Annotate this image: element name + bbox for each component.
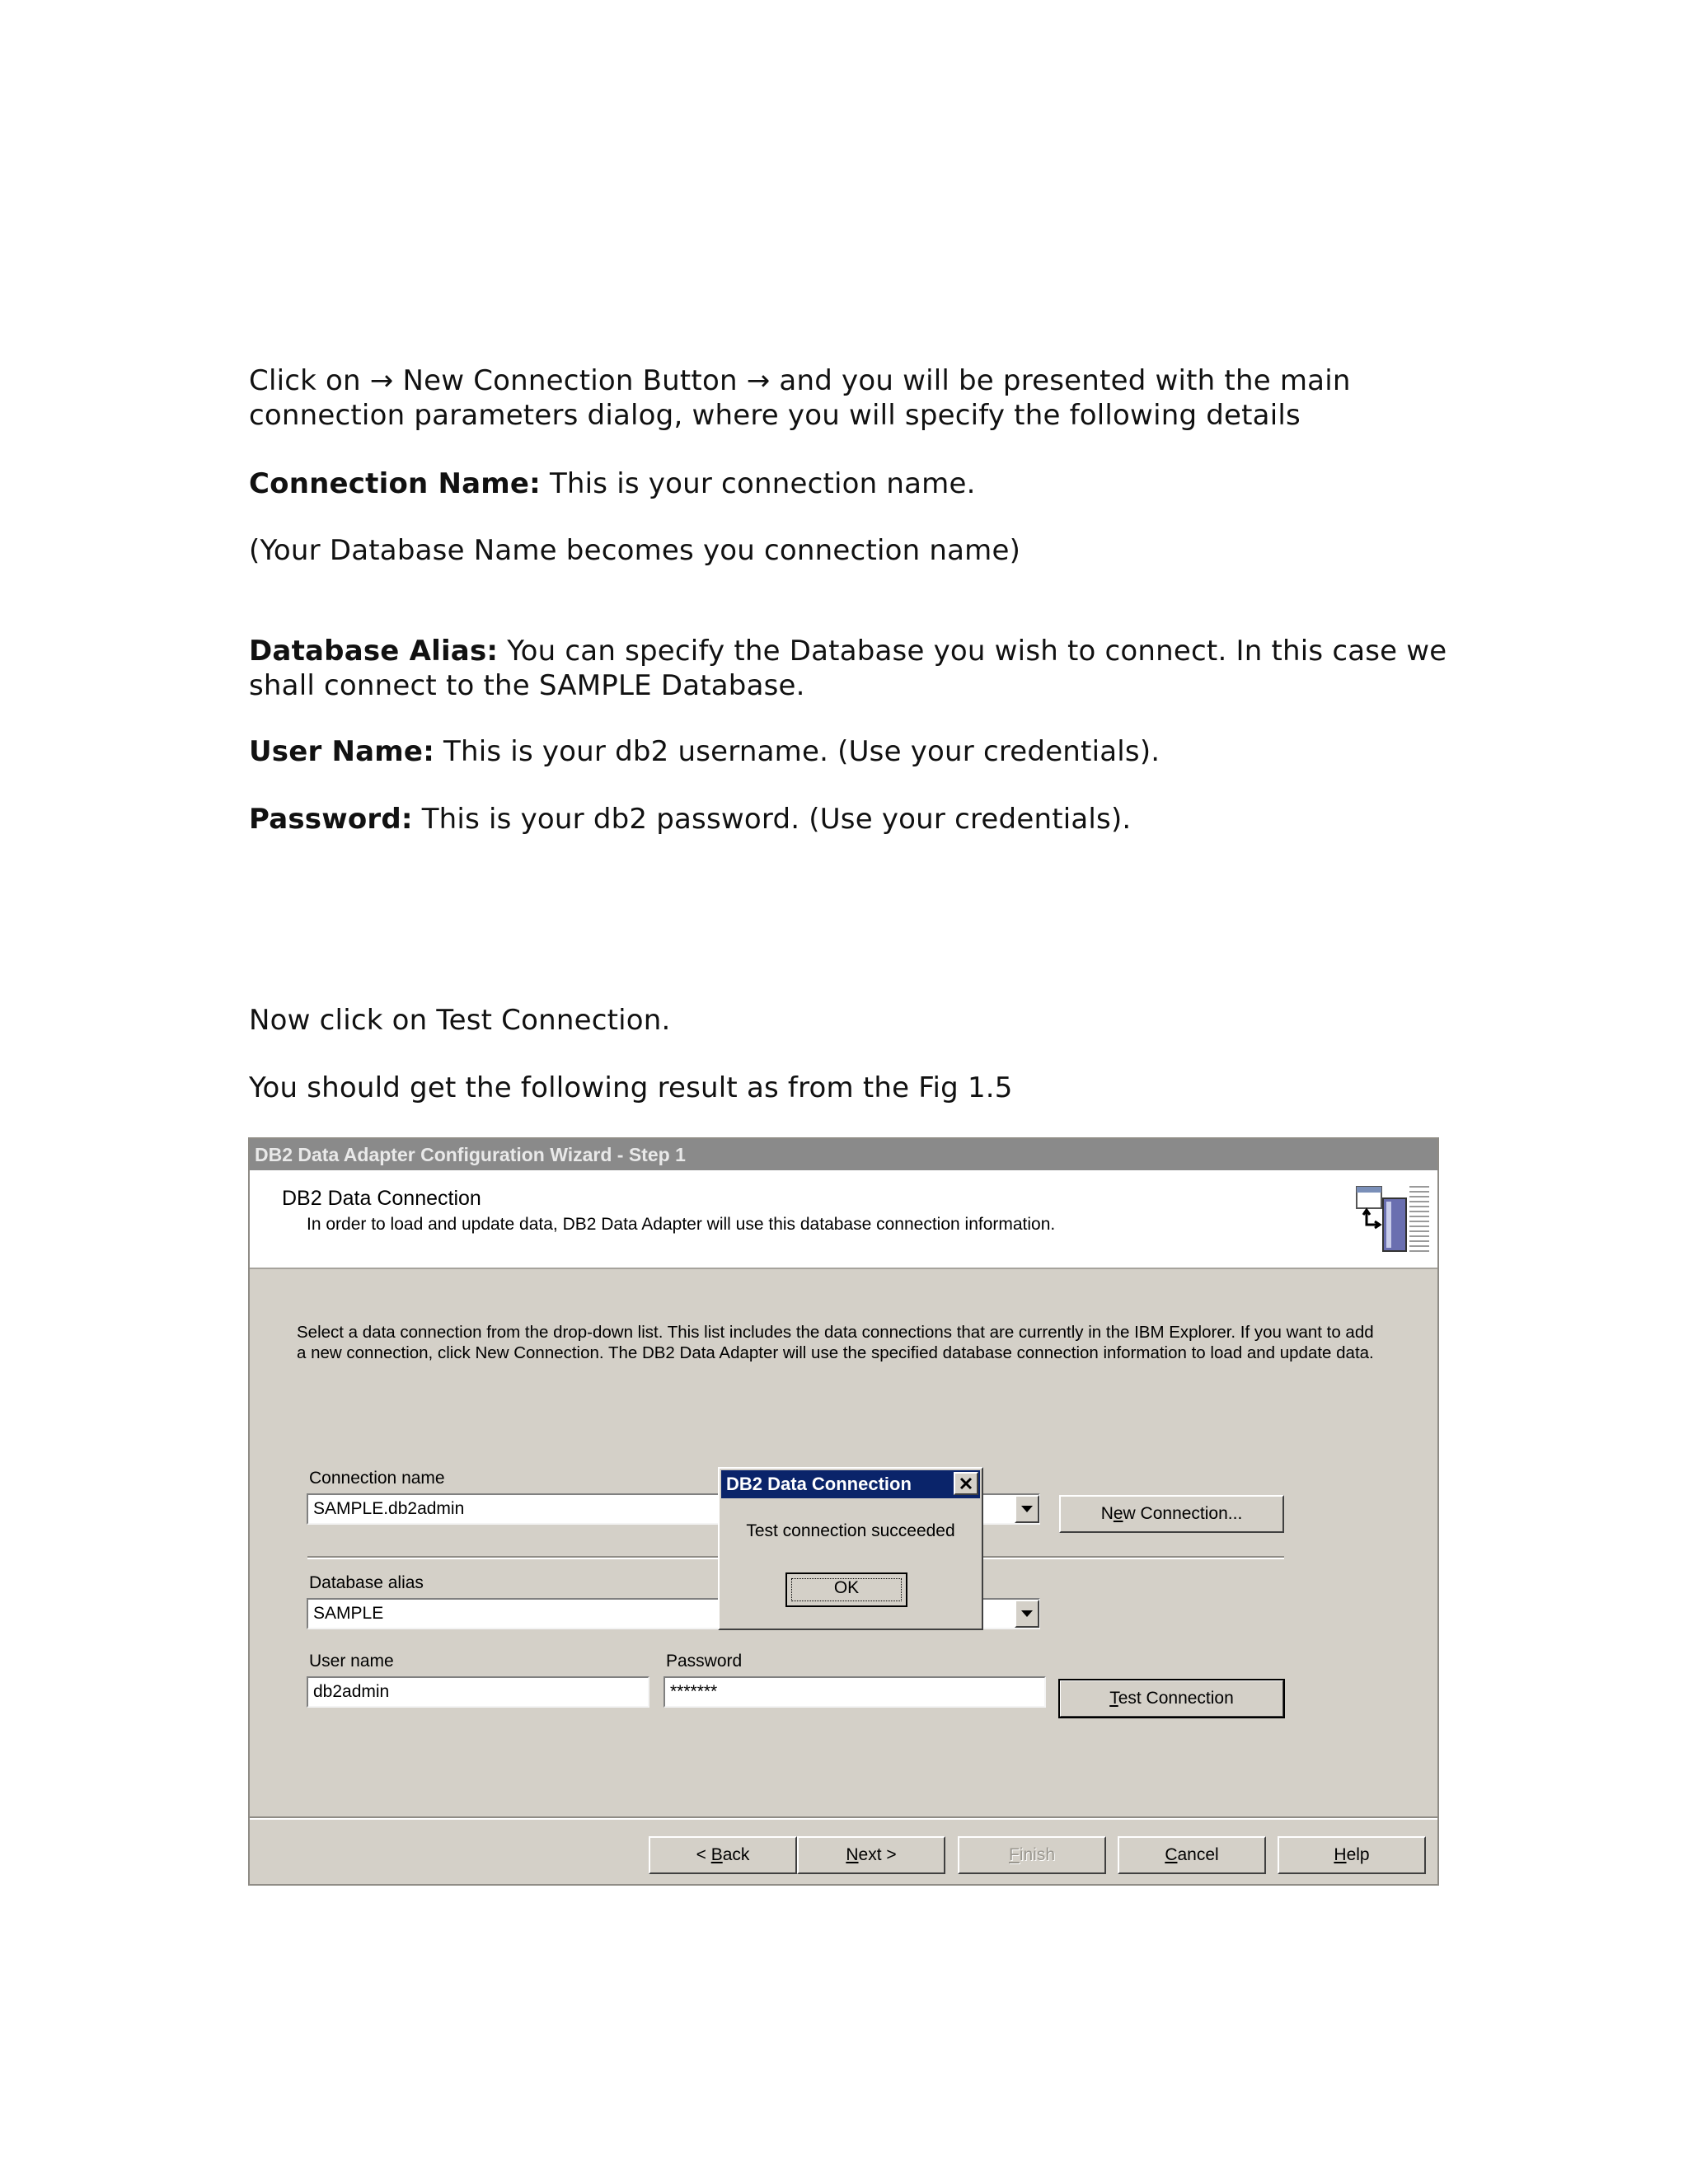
back-button[interactable]: < Back <box>649 1836 797 1874</box>
new-connection-button[interactable]: New Connection... <box>1059 1495 1284 1533</box>
result-instruction: You should get the following result as from the Fig 1.5 <box>249 1071 1013 1104</box>
message-box-title: DB2 Data Connection <box>721 1470 980 1498</box>
database-alias-combo[interactable]: SAMPLE <box>307 1598 1040 1629</box>
wizard-header-subtitle: In order to load and update data, DB2 Data Adapter will use this database connection information. <box>307 1215 1056 1234</box>
user-name-text: This is your db2 username. (Use your credentials). <box>434 735 1160 768</box>
wizard-header <box>250 1170 1437 1269</box>
connection-name-label: Connection name <box>309 1469 445 1488</box>
user-name-term: User Name: <box>249 735 434 768</box>
password-term: Password: <box>249 803 413 836</box>
ok-button-label: OK <box>833 1578 860 1597</box>
wizard-header-title: DB2 Data Connection <box>282 1187 481 1210</box>
database-alias-paragraph <box>249 634 1447 668</box>
database-connection-icon <box>1355 1182 1431 1258</box>
connection-name-combo[interactable]: SAMPLE.db2admin <box>307 1493 1040 1525</box>
close-icon <box>955 1474 977 1493</box>
database-alias-line-2: shall connect to the SAMPLE Database. <box>249 669 805 702</box>
ok-button[interactable] <box>785 1572 907 1607</box>
connection-name-text: This is your connection name. <box>540 467 976 500</box>
chevron-down-icon <box>1021 1506 1033 1512</box>
password-field[interactable]: ******* <box>663 1676 1046 1708</box>
database-alias-text: You can specify the Database you wish to connect. In this case we <box>498 635 1447 668</box>
wizard-title-bar: DB2 Data Adapter Configuration Wizard - Step 1 <box>250 1139 1437 1170</box>
intro-line-1: Click on → New Connection Button → and you will be presented with the main <box>249 364 1351 397</box>
database-alias-term: Database Alias: <box>249 635 499 668</box>
next-button[interactable]: Next > <box>797 1836 945 1874</box>
connection-name-term: Connection Name: <box>249 467 541 500</box>
intro-line-2: connection parameters dialog, where you will specify the following details <box>249 399 1301 432</box>
test-connection-button[interactable]: Test Connection <box>1059 1680 1284 1718</box>
help-button[interactable]: Help <box>1278 1836 1426 1874</box>
user-name-label: User name <box>309 1652 394 1671</box>
footer-divider <box>250 1816 1437 1820</box>
user-name-paragraph <box>249 734 1160 769</box>
chevron-down-icon <box>1021 1610 1033 1617</box>
wizard-intro-text: Select a data connection from the drop-down list. This list includes the data connections that are currently in the IBM Explorer. If you want to add a new connection, click New Connection. The DB2 Data Adapter will use the specified database connection information to load and update data. <box>297 1323 1374 1362</box>
focus-rectangle <box>791 1578 902 1601</box>
password-paragraph <box>249 802 1131 837</box>
database-alias-label: Database alias <box>309 1573 424 1592</box>
test-result-message-box <box>718 1467 983 1630</box>
test-instruction: Now click on Test Connection. <box>249 1004 671 1037</box>
connection-note: (Your Database Name becomes you connection name) <box>249 534 1021 567</box>
close-button[interactable] <box>954 1472 978 1495</box>
finish-button[interactable]: Finish <box>958 1836 1106 1874</box>
password-label: Password <box>666 1652 743 1671</box>
connection-name-dropdown-button[interactable] <box>1015 1495 1039 1523</box>
database-alias-dropdown-button[interactable] <box>1015 1600 1039 1628</box>
connection-name-paragraph <box>249 466 976 501</box>
cancel-button[interactable]: Cancel <box>1118 1836 1266 1874</box>
user-name-field[interactable]: db2admin <box>307 1676 649 1708</box>
message-text: Test connection succeeded <box>746 1521 955 1540</box>
password-text: This is your db2 password. (Use your credentials). <box>412 803 1132 836</box>
wizard-window <box>248 1137 1439 1886</box>
